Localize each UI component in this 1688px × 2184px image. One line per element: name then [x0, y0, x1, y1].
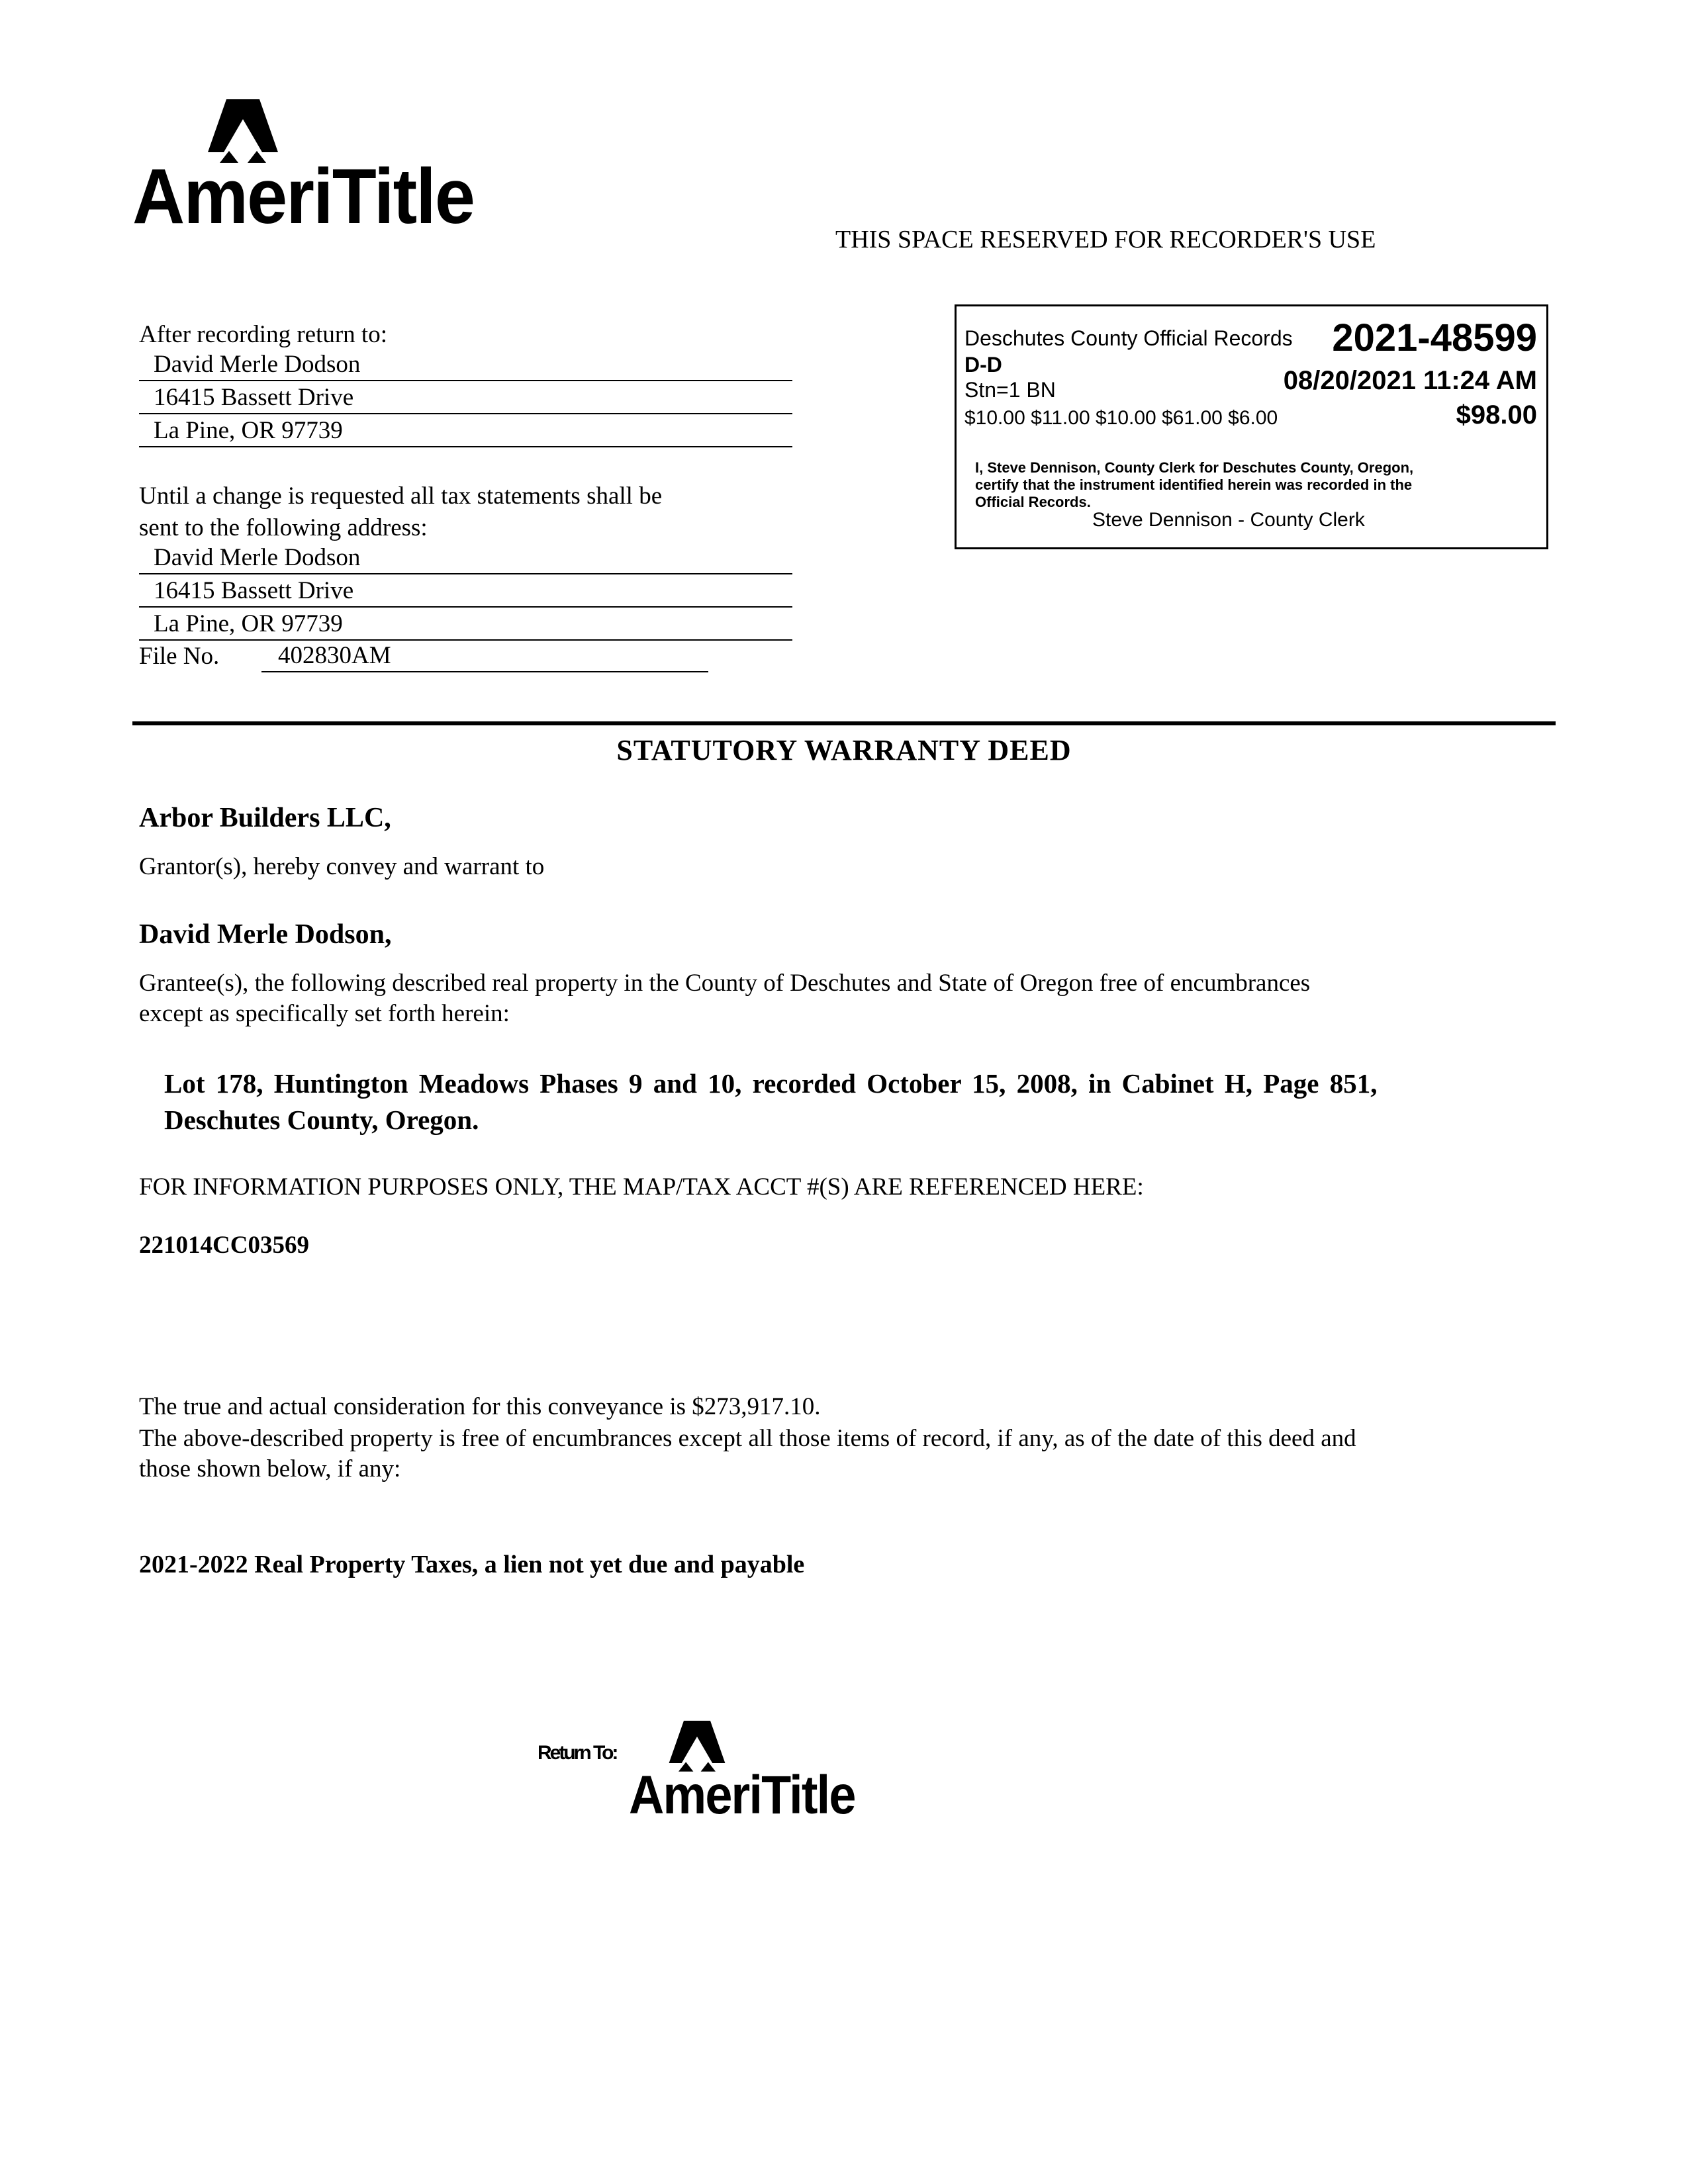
- recorder-cert-line-2: certify that the instrument identified herein was recorded in the: [975, 477, 1413, 493]
- return-to-city: La Pine, OR 97739: [139, 416, 792, 447]
- file-no-label: File No.: [139, 643, 220, 670]
- tax-statements-label-1: Until a change is requested all tax statements shall be: [139, 482, 663, 510]
- recorder-fees: $10.00 $11.00 $10.00 $61.00 $6.00: [964, 407, 1278, 429]
- grantor-name: Arbor Builders LLC,: [139, 803, 391, 833]
- recorder-total: $98.00: [1456, 400, 1537, 430]
- recorder-cert-line-1: I, Steve Dennison, County Clerk for Deschutes County, Oregon,: [975, 459, 1414, 476]
- tax-statements-label-2: sent to the following address:: [139, 514, 428, 541]
- encumbrance-line-2: those shown below, if any:: [139, 1455, 401, 1482]
- file-no-value: 402830AM: [261, 641, 708, 672]
- info-purposes-note: FOR INFORMATION PURPOSES ONLY, THE MAP/TAX ACCT #(S) ARE REFERENCED HERE:: [139, 1173, 1144, 1201]
- return-to-name: David Merle Dodson: [139, 349, 792, 381]
- recorder-station: Stn=1 BN: [964, 378, 1056, 402]
- legal-description-line-2: Deschutes County, Oregon.: [164, 1105, 479, 1135]
- recorder-doc-number: 2021-48599: [1332, 316, 1537, 359]
- tax-statements-street: 16415 Bassett Drive: [139, 576, 792, 608]
- section-divider: [132, 721, 1556, 725]
- tax-statements-city: La Pine, OR 97739: [139, 609, 792, 641]
- ameritle-logo: [132, 99, 477, 251]
- grantee-name: David Merle Dodson,: [139, 919, 392, 950]
- legal-description-line-1: Lot 178, Huntington Meadows Phases 9 and 10, recorded October 15, 2008, in Cabinet H, Page 851,: [164, 1068, 1378, 1099]
- footer-return-logo: [538, 1721, 855, 1840]
- recorder-use-note: THIS SPACE RESERVED FOR RECORDER'S USE: [835, 226, 1376, 253]
- return-to-label: After recording return to:: [139, 321, 387, 348]
- encumbrance-line-1: The above-described property is free of encumbrances except all those items of record, if any, as of the date of this deed and: [139, 1425, 1356, 1452]
- recorder-office: Deschutes County Official Records: [964, 326, 1293, 350]
- exception-taxes: 2021-2022 Real Property Taxes, a lien not yet due and payable: [139, 1551, 805, 1578]
- grantee-clause-line-1: Grantee(s), the following described real property in the County of Deschutes and State of Oregon free of encumbrances: [139, 970, 1311, 997]
- recorder-doc-type: D-D: [964, 353, 1002, 377]
- ameritle-wordmark: AmeriTitle: [132, 153, 475, 240]
- return-to-street: 16415 Bassett Drive: [139, 383, 792, 414]
- footer-ameritle-wordmark: AmeriTitle: [629, 1765, 855, 1825]
- tax-account-number: 221014CC03569: [139, 1232, 309, 1259]
- recorder-cert-line-3: Official Records.: [975, 494, 1091, 510]
- grantee-clause-line-2: except as specifically set forth herein:: [139, 1000, 510, 1027]
- recorder-signature: Steve Dennison - County Clerk: [1092, 509, 1365, 531]
- consideration-statement: The true and actual consideration for this conveyance is $273,917.10.: [139, 1393, 821, 1420]
- tax-statements-name: David Merle Dodson: [139, 543, 792, 574]
- grantor-clause: Grantor(s), hereby convey and warrant to: [139, 853, 545, 880]
- footer-return-to-label: Return To:: [538, 1742, 617, 1764]
- recorder-datetime: 08/20/2021 11:24 AM: [1283, 366, 1537, 395]
- deed-title: STATUTORY WARRANTY DEED: [616, 734, 1072, 766]
- recorder-stamp-box: [955, 304, 1548, 549]
